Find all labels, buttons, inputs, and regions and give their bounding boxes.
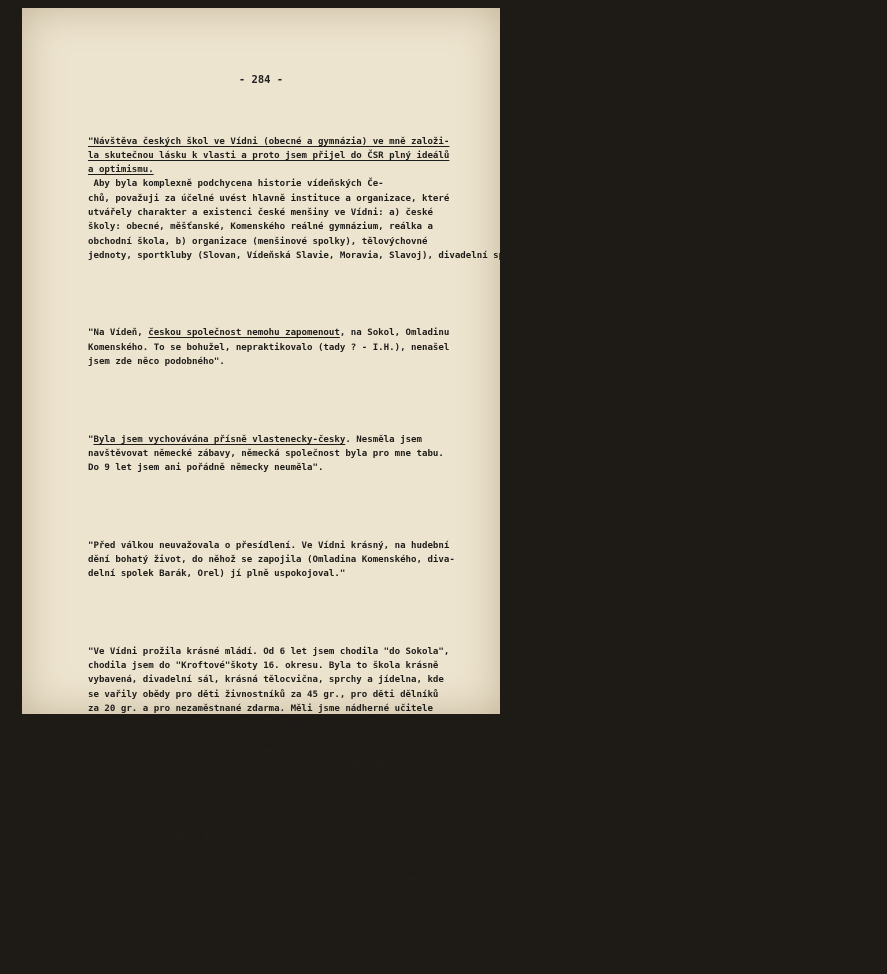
document-body [88, 106, 887, 974]
underlined-text: a optimismu. [88, 165, 154, 176]
paragraph-2: "Na Vídeň, českou společnost nemohu zapomenout, na Sokol, Omladinu Komenského. To se bohužel, nepraktikovalo (tady ? - I.H.), nenašel jsem zde něco podobného". [88, 328, 450, 368]
page-number: - 284 - [238, 74, 284, 86]
paragraph-4: "Před válkou neuvažovala o přesídlení. Ve Vídni krásný, na hudební dění bohatý život, do něhož se zapojila (Omladina Komenského, diva- delní spolek Barák, Orel) jí plně uspokojoval." [88, 540, 455, 580]
underlined-text: "Návštěva českých škol ve Vídni (obecné a gymnázia) ve mně založi- [88, 136, 450, 147]
typed-document-page [22, 8, 887, 900]
underlined-text: Byla jsem vychovávána přísně vlastenecky-česky [93, 434, 346, 445]
paragraph-1: "Návštěva českých škol ve Vídni (obecné a gymnázia) ve mně založi- la skutečnou lásku k vlasti a proto jsem přijel do ČSR plný ideálů a optimismu. Aby byla komplexně podchycena historie vídeňských Če- chů, považuji za účelné uvést hlavně instituce a organizace, které utvářely charakter a existenci české menšiny ve Vídni: a) české školy: obecné, měšťanské, Komenského reálné gymnázium, reálka a obchodní škola, b) organizace (menšinové spolky), tělovýchovné jednoty, sportkluby (Slovan, Vídeňská Slavie, Moravia, Slavoj), divadelní spolky (Pokrok, Barák, Vlastenecká Omladina), České srdce, Národní dům." [88, 136, 887, 261]
underlined-text: českou společnost nemohu zapomenout [148, 328, 340, 339]
paragraph-5: "Ve Vídni prožila krásné mládí. Od 6 let jsem chodila "do Sokola", chodila jsem do "Kroftové"škoty 16. okresu. Byla to škola krásně vybavená, divadelní sál, krásná tělocvična, sprchy a jídelna, kde se vařily obědy pro děti živnostníků za 45 gr., pro děti dělníků za 20 gr. a pro nezaměstnané zdarma. Měli jsme nádherné učitele jako Eduarda Škorpila, to byl velký komunista, naučil nás "Píseň práce",na to jsem přišla až později... Protože jsem dobře zpívala, tak jsem začala chodit do pěveckého spolku "Hálek" na 15. okresu. U "Kochmanna" to byla restaurace a velkým sálem divadelním, kde jsme hrávali divadla. V r. 1937 s námi nacvičil náš sbormistr Frant. Čermák (učitel klavíru ve Vídni) sbory "České píseň", "Vzkříšení". Sbory byly založeny po celé Vídni jako Lumír, Hlahol, Tovačovský, pak se to dalo dohromady a zpívali jsme 400 vídeňských Čechů a 50 Slováků z Bratislavy, zpíval s námi Karel Kaleš jako host se zpěvačkou Marií Maškovou, doprovázel nás 100 členný orchestr Filharmonie. Zpívali jsme v koncertním domě ve Vídni a pak v Bratislavě do rádia... Ale hodně divadel hlavních jsme hráli v Národním domě, kde to byl náš hlavní stan." [88, 646, 450, 900]
underlined-text: la skutečnou lásku k vlasti a proto jsem přijel do ČSR plný ideálů [88, 150, 450, 161]
paragraph-3: "Byla jsem vychovávána přísně vlastenecky-česky. Nesměla jsem navštěvovat německé zábavy, německá společnost byla pro mne tabu. Do 9 let jsem ani pořádně německy neuměla". [88, 434, 444, 474]
